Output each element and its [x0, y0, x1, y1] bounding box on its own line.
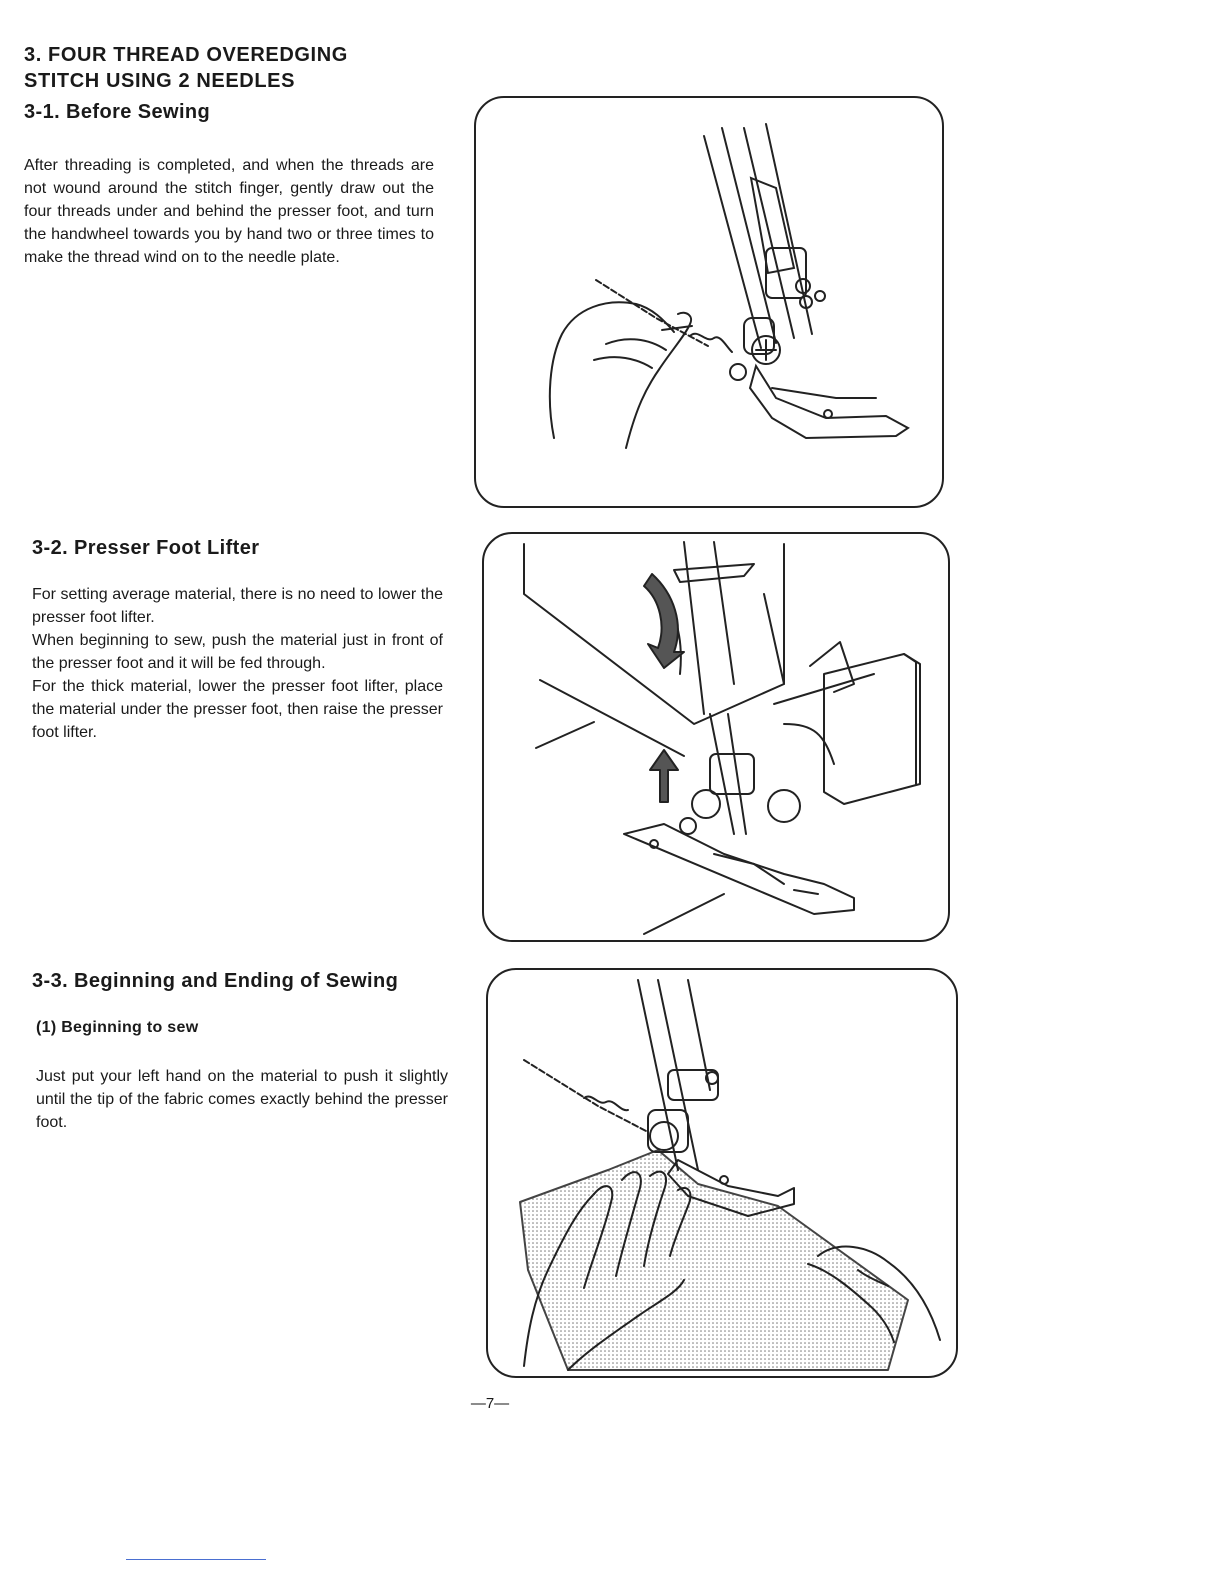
presser-foot-lifter-paragraph-1: For setting average material, there is no need to lower the presser foot lifter.	[32, 586, 443, 626]
beginning-to-sew-drawing	[488, 970, 956, 1376]
beginning-to-sew-paragraph: Just put your left hand on the material to push it slightly until the tip of the fabric comes exactly behind the presser foot.	[36, 1068, 448, 1131]
presser-foot-lifter-paragraph-3: For the thick material, lower the presser foot lifter, place the material under the presser foot, then raise the presser foot lifter.	[32, 678, 443, 741]
presser-foot-lifter-text	[32, 583, 443, 744]
illustration-presser-foot-lifter	[482, 532, 950, 942]
presser-foot-lifter-title: 3-2. Presser Foot Lifter	[32, 537, 260, 559]
before-sewing-paragraph: After threading is completed, and when the threads are not wound around the stitch finger, gently draw out the four threads under and behind the presser foot, and turn the handwheel towards you by hand two or three times to make the thread wind on to the needle plate.	[24, 157, 434, 266]
section-heading-line-2: STITCH USING 2 NEEDLES	[24, 70, 296, 92]
illustration-beginning-to-sew	[486, 968, 958, 1378]
page-number: —7—	[470, 1395, 510, 1412]
before-sewing-title: 3-1. Before Sewing	[24, 101, 211, 123]
illustration-before-sewing	[474, 96, 944, 508]
section-heading	[24, 42, 348, 94]
footer-rule	[126, 1559, 266, 1560]
presser-foot-lifter-paragraph-2: When beginning to sew, push the material just in front of the presser foot and it will be fed through.	[32, 632, 443, 672]
before-sewing-text	[24, 154, 434, 269]
beginning-to-sew-subtitle: (1) Beginning to sew	[36, 1019, 199, 1036]
before-sewing-drawing	[476, 98, 942, 506]
beginning-to-sew-text	[36, 1065, 448, 1134]
beginning-ending-title: 3-3. Beginning and Ending of Sewing	[32, 970, 399, 992]
presser-foot-lifter-drawing	[484, 534, 948, 940]
section-heading-line-1: 3. FOUR THREAD OVEREDGING	[24, 44, 348, 66]
